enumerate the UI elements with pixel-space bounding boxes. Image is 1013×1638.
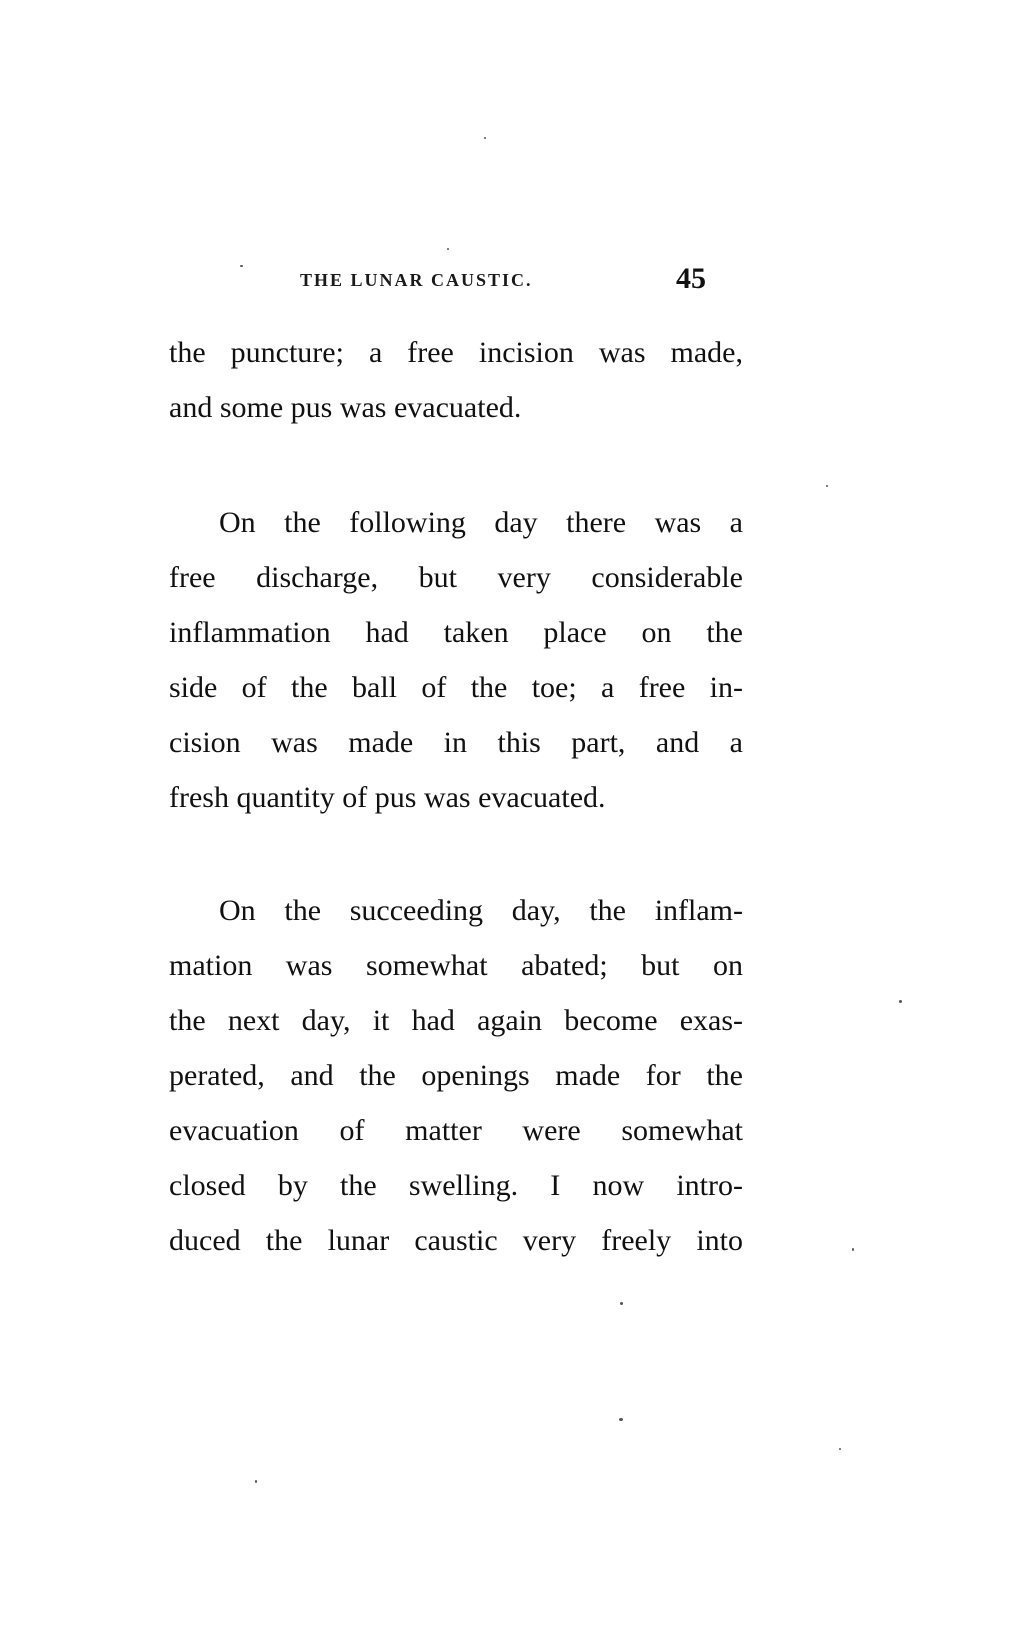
text-line: cision was made in this part, and a bbox=[169, 726, 743, 759]
text-line: closed by the swelling. I now intro- bbox=[169, 1169, 743, 1202]
scan-speck bbox=[839, 1448, 841, 1450]
text-line: inflammation had taken place on the bbox=[169, 616, 743, 649]
page-number: 45 bbox=[676, 262, 706, 295]
text-line: free discharge, but very considerable bbox=[169, 561, 743, 594]
text-line: and some pus was evacuated. bbox=[169, 391, 522, 424]
text-line: the puncture; a free incision was made, bbox=[169, 336, 743, 369]
scan-speck bbox=[826, 485, 828, 487]
text-line: perated, and the openings made for the bbox=[169, 1059, 743, 1092]
paragraph-2 bbox=[169, 495, 743, 825]
scan-speck bbox=[619, 1418, 623, 1421]
text-line: the next day, it had again become exas- bbox=[169, 1004, 743, 1037]
paragraph-3 bbox=[169, 883, 743, 1268]
scan-speck bbox=[240, 265, 243, 267]
text-line: side of the ball of the toe; a free in- bbox=[169, 671, 743, 704]
text-line: duced the lunar caustic very freely into bbox=[169, 1224, 743, 1257]
text-line: fresh quantity of pus was evacuated. bbox=[169, 781, 606, 814]
paragraph-1 bbox=[169, 325, 743, 435]
scan-speck bbox=[620, 1302, 623, 1305]
text-line: evacuation of matter were somewhat bbox=[169, 1114, 743, 1147]
scan-speck bbox=[255, 1480, 257, 1483]
running-head-title: THE LUNAR CAUSTIC. bbox=[300, 270, 533, 290]
scan-speck bbox=[852, 1248, 854, 1251]
text-line: On the succeeding day, the inflam- bbox=[219, 894, 743, 927]
scan-speck bbox=[484, 137, 486, 139]
scan-speck bbox=[899, 1000, 902, 1003]
text-line: On the following day there was a bbox=[219, 506, 743, 539]
scan-speck bbox=[447, 248, 449, 250]
text-line: mation was somewhat abated; but on bbox=[169, 949, 743, 982]
